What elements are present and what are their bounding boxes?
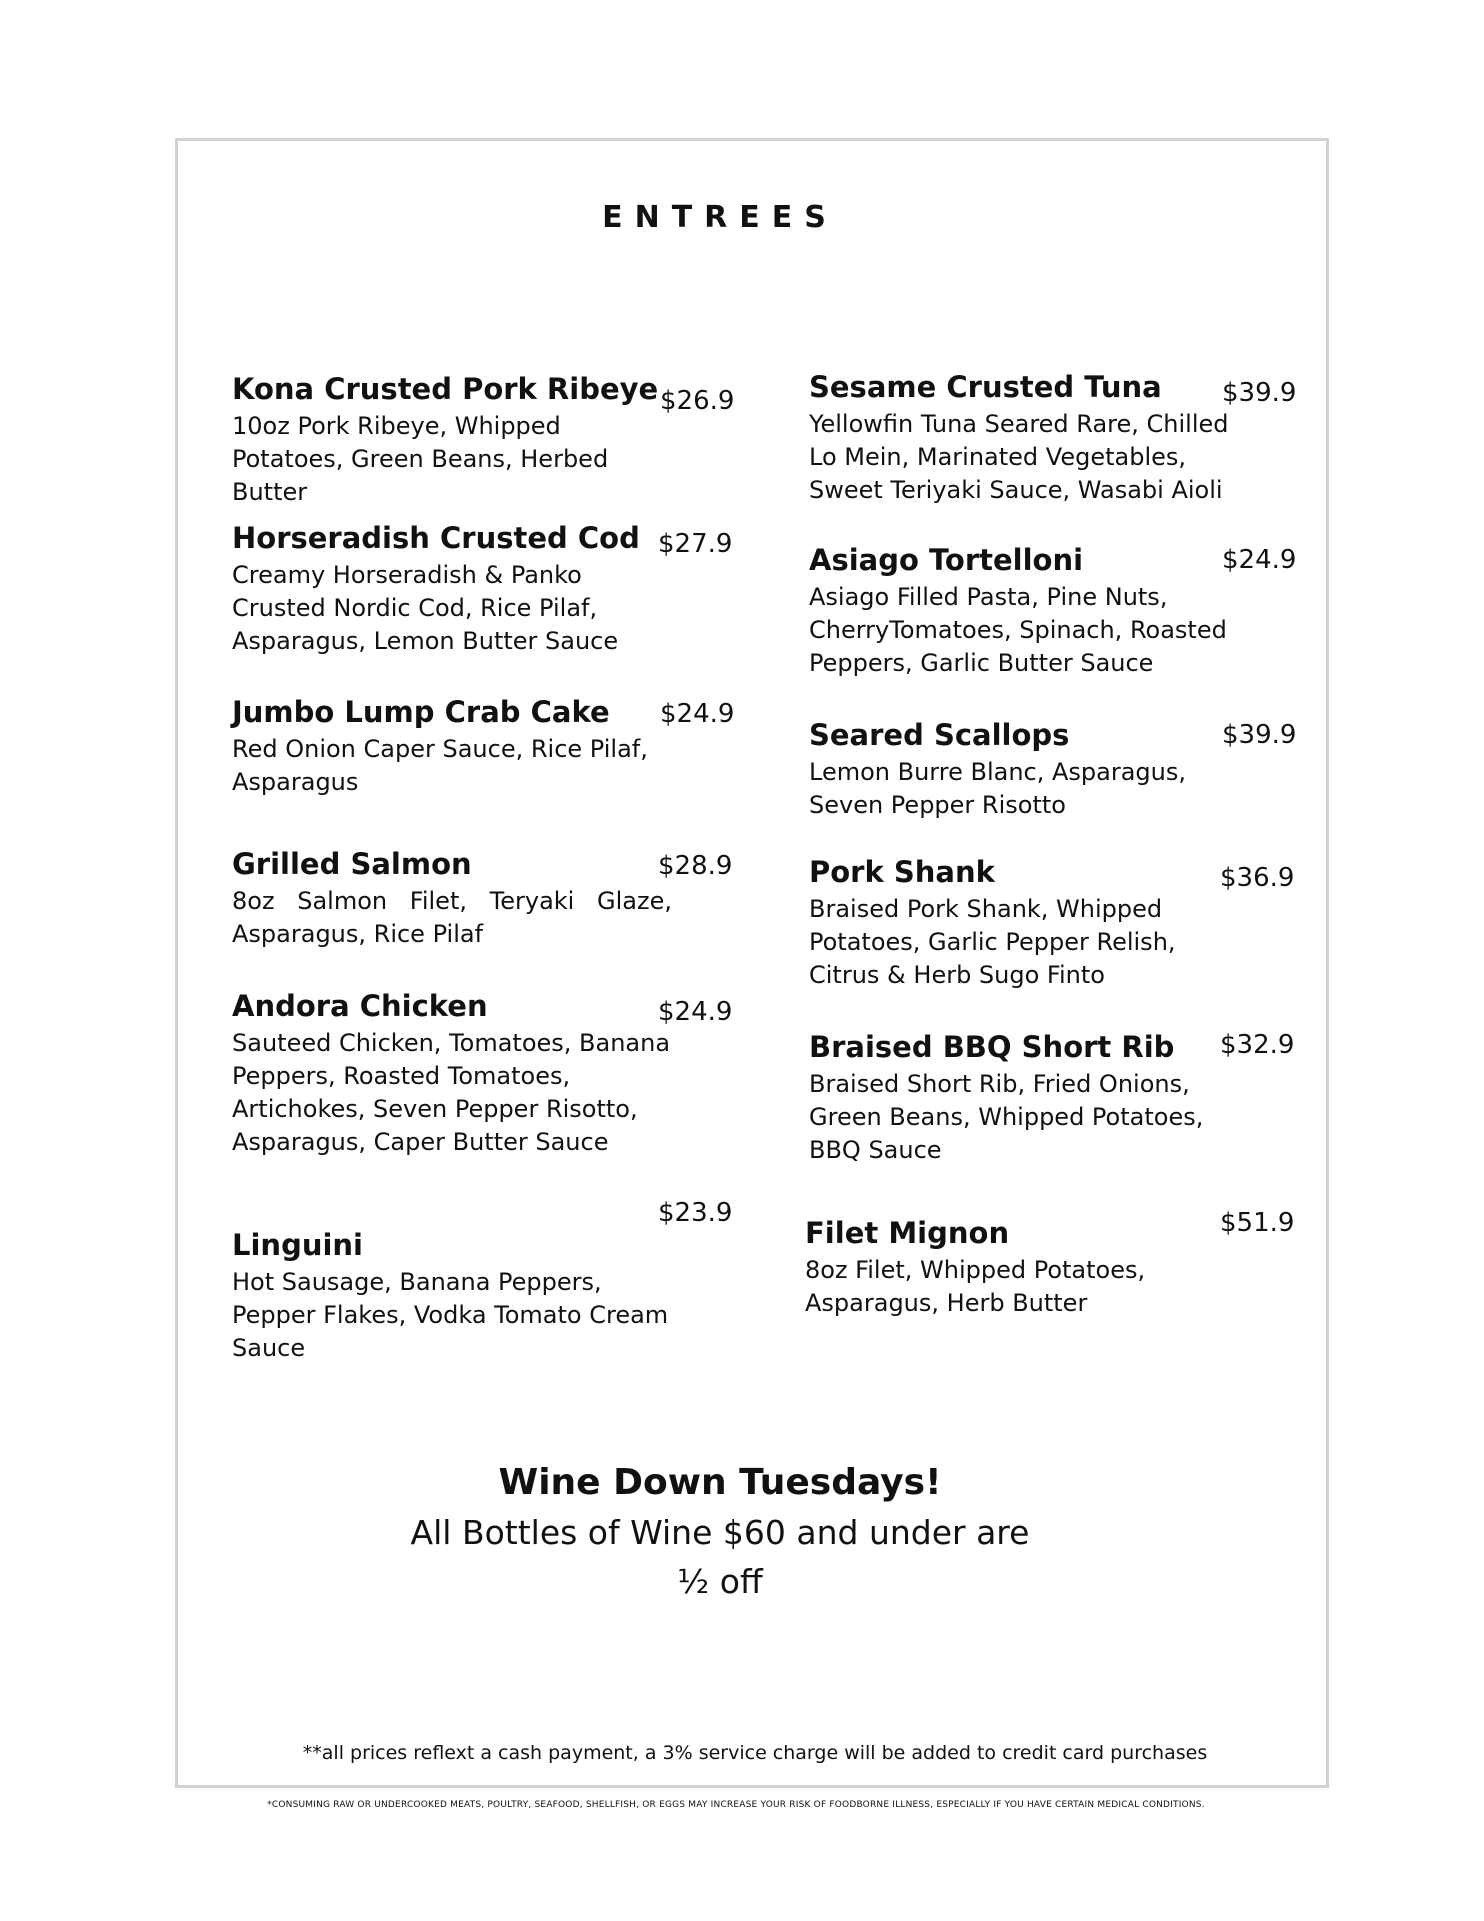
item-price: $24.9 xyxy=(1222,545,1297,575)
item-description: 8oz Salmon Filet, Teryaki Glaze, Asparagus, Rice Pilaf xyxy=(232,887,672,948)
item-name: Horseradish Crusted Cod xyxy=(232,521,640,555)
menu-title: ENTREES xyxy=(602,200,838,235)
item-description: 8oz Filet, Whipped Potatoes, Asparagus, Herb Butter xyxy=(805,1256,1146,1317)
item-name: Linguini xyxy=(232,1228,363,1262)
item-description: Asiago Filled Pasta, Pine Nuts, CherryTomatoes, Spinach, Roasted Peppers, Garlic Butter Sauce xyxy=(809,583,1227,677)
item-name: Grilled Salmon xyxy=(232,847,472,881)
item-price: $26.9 xyxy=(660,386,735,416)
cash-payment-note: **all prices reflext a cash payment, a 3% service charge will be added to credit card purchases xyxy=(302,1742,1208,1764)
item-name: Asiago Tortelloni xyxy=(809,543,1084,577)
item-name: Pork Shank xyxy=(809,855,995,889)
item-description: Braised Pork Shank, Whipped Potatoes, Garlic Pepper Relish, Citrus & Herb Sugo Finto xyxy=(809,895,1176,989)
item-description: 10oz Pork Ribeye, Whipped Potatoes, Green Beans, Herbed Butter xyxy=(232,412,609,506)
item-description: Red Onion Caper Sauce, Rice Pilaf, Asparagus xyxy=(232,735,648,796)
item-description: Creamy Horseradish & Panko Crusted Nordic Cod, Rice Pilaf, Asparagus, Lemon Butter Sauce xyxy=(232,561,619,655)
item-price: $39.9 xyxy=(1222,720,1297,750)
promo-text: All Bottles of Wine $60 and under are ½ off xyxy=(410,1513,1030,1601)
promo-title: Wine Down Tuesdays! xyxy=(498,1462,942,1503)
item-description: Sauteed Chicken, Tomatoes, Banana Peppers, Roasted Tomatoes, Artichokes, Seven Pepper Risotto, Asparagus, Caper Butter Sauce xyxy=(232,1029,671,1156)
item-price: $39.9 xyxy=(1222,378,1297,408)
item-description: Yellowfin Tuna Seared Rare, Chilled Lo Mein, Marinated Vegetables, Sweet Teriyaki Sauce, Wasabi Aioli xyxy=(809,410,1229,504)
item-description: Braised Short Rib, Fried Onions, Green Beans, Whipped Potatoes, BBQ Sauce xyxy=(809,1070,1204,1164)
item-price: $27.9 xyxy=(658,529,733,559)
item-name: Seared Scallops xyxy=(809,718,1070,752)
item-description: Lemon Burre Blanc, Asparagus, Seven Pepper Risotto xyxy=(809,758,1186,819)
item-name: Andora Chicken xyxy=(232,989,488,1023)
item-price: $23.9 xyxy=(658,1198,733,1228)
item-name: Braised BBQ Short Rib xyxy=(809,1030,1175,1064)
item-price: $24.9 xyxy=(658,997,733,1027)
item-price: $24.9 xyxy=(660,699,735,729)
item-name: Jumbo Lump Crab Cake xyxy=(232,695,610,729)
item-name: Kona Crusted Pork Ribeye xyxy=(232,372,659,406)
item-description: Hot Sausage, Banana Peppers, Pepper Flakes, Vodka Tomato Cream Sauce xyxy=(232,1268,669,1362)
item-price: $32.9 xyxy=(1220,1030,1295,1060)
foodborne-illness-warning: *CONSUMING RAW OR UNDERCOOKED MEATS, POULTRY, SEAFOOD, SHELLFISH, OR EGGS MAY INCREASE YOUR RISK OF FOODBORNE ILLNESS, ESPECIALLY IF YOU HAVE CERTAIN MEDICAL CONDITIONS. xyxy=(267,1800,1205,1810)
item-price: $36.9 xyxy=(1220,863,1295,893)
item-name: Sesame Crusted Tuna xyxy=(809,370,1162,404)
item-price: $51.9 xyxy=(1220,1208,1295,1238)
item-price: $28.9 xyxy=(658,851,733,881)
item-name: Filet Mignon xyxy=(805,1216,1010,1250)
